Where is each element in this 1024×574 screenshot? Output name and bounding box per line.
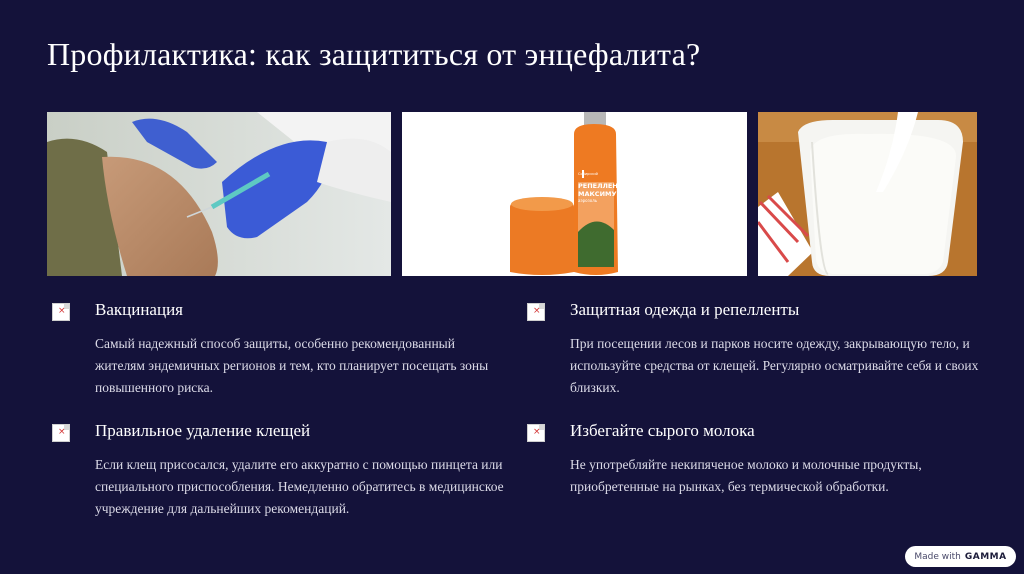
badge-prefix: Made with — [914, 551, 961, 562]
broken-image-icon — [52, 424, 70, 442]
spray-label — [578, 172, 622, 204]
slide-title: Профилактика: как защититься от энцефалита? — [47, 36, 701, 72]
spray-brand: Сибирский — [578, 172, 598, 176]
made-with-gamma-badge[interactable] — [905, 546, 1016, 567]
item-text: Самый надежный способ защиты, особенно рекомендованный жителям эндемичных регионов и тем, кто планирует посещать зоны повышенного риска. — [95, 336, 489, 395]
item-heading: Правильное удаление клещей — [95, 421, 311, 440]
repellent-spray-photo — [402, 112, 747, 276]
broken-image-icon — [52, 303, 70, 321]
milk-glass-photo — [758, 112, 977, 276]
item-text: Не употребляйте некипяченое молоко и молочные продукты, приобретенные на рынках, без термической обработки. — [570, 457, 922, 494]
spray-name-line1: РЕПЕЛЛЕНТ — [578, 182, 623, 190]
broken-image-icon — [527, 424, 545, 442]
item-text: Если клещ присосался, удалите его аккуратно с помощью пинцета или специального приспособления. Немедленно обратитесь в медицинское учреждение для дальнейших рекомендаций. — [95, 457, 504, 516]
item-heading: Защитная одежда и репелленты — [570, 300, 800, 319]
spray-type: аэрозоль — [578, 198, 598, 203]
item-heading: Вакцинация — [95, 300, 183, 319]
item-heading: Избегайте сырого молока — [570, 421, 755, 440]
broken-image-icon — [527, 303, 545, 321]
item-text: При посещении лесов и парков носите одежду, закрывающую тело, и используйте средства от клещей. Регулярно осматривайте себя и своих близких. — [570, 336, 979, 395]
gamma-logo: GAMMA — [964, 551, 1007, 562]
vaccination-photo — [47, 112, 391, 276]
spray-name-line2: МАКСИМУМ — [578, 190, 623, 198]
